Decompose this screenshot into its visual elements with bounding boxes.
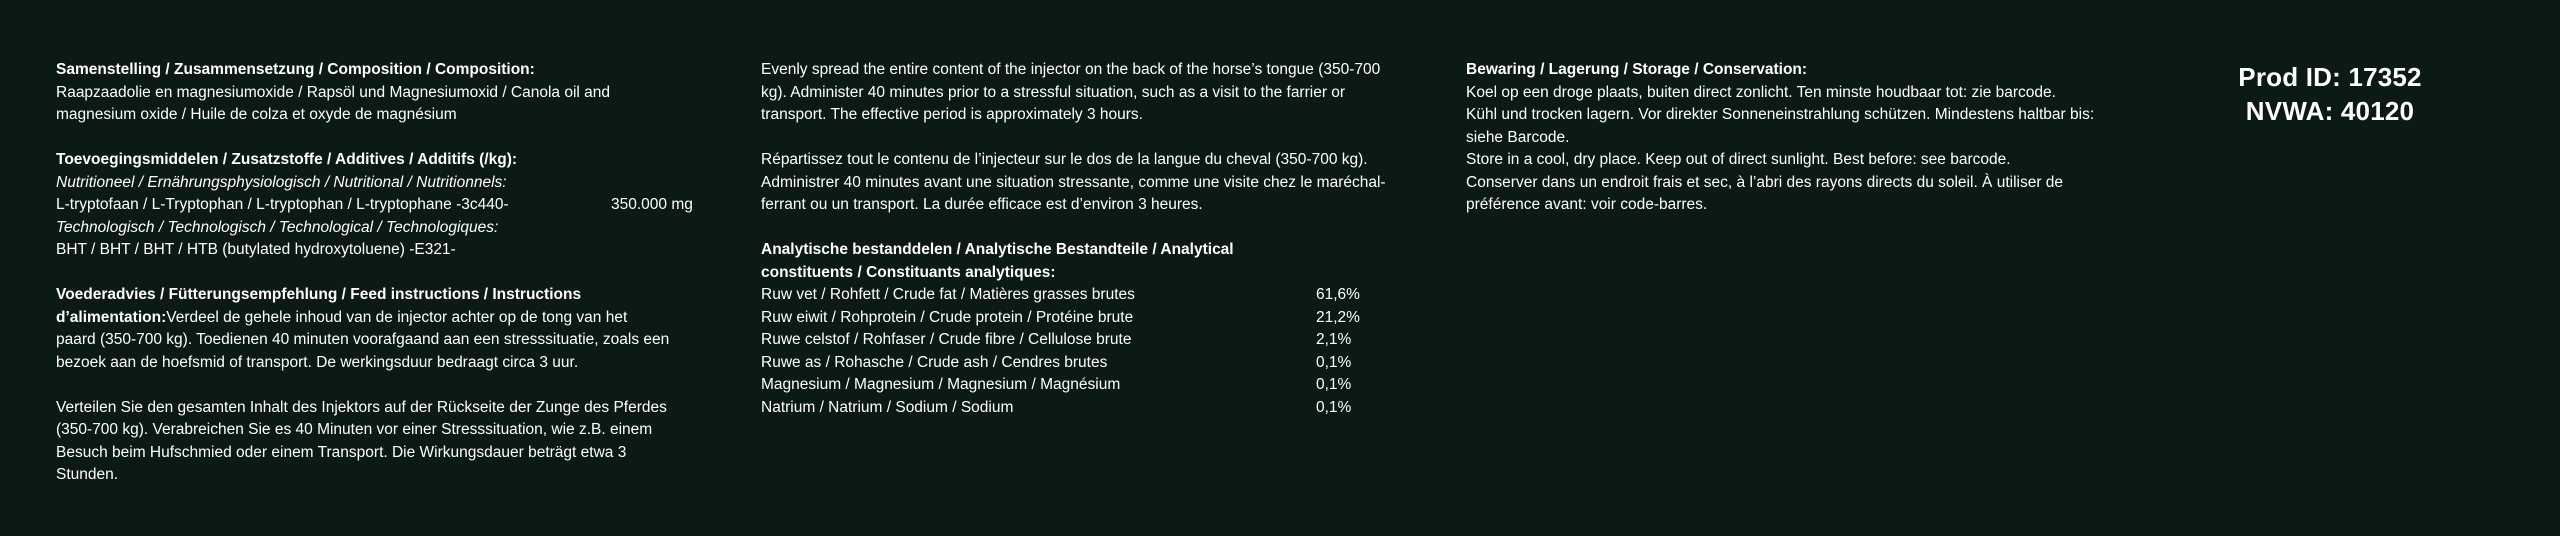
- feeding-de-line: Verteilen Sie den gesamten Inhalt des Injektors auf der Rückseite der Zunge des Pferdes: [56, 398, 667, 416]
- table-row: [761, 284, 1360, 307]
- storage-line: Store in a cool, dry place. Keep out of direct sunlight. Best before: see barcode.: [1466, 151, 2011, 168]
- tryptophan-row: [56, 194, 716, 217]
- constituent-value: 0,1%: [1316, 398, 1352, 416]
- feeding-nl-section: [56, 284, 716, 374]
- feeding-heading-continued: [56, 307, 716, 330]
- instructions-en-section: [761, 59, 1421, 127]
- table-row: [761, 329, 1360, 352]
- constituent-name: Magnesium / Magnesium / Magnesium / Magnésium: [761, 376, 1121, 393]
- additives-heading: Toevoegingsmiddelen / Zusatzstoffe / Additives / Additifs (/kg):: [56, 151, 518, 168]
- analytical-section: [761, 239, 1421, 419]
- feeding-de-line: (350-700 kg). Verabreichen Sie es 40 Minuten vor einer Stresssituation, wie z.B. einem: [56, 421, 653, 438]
- constituent-name: Natrium / Natrium / Sodium / Sodium: [761, 398, 1014, 416]
- instructions-fr-line: Répartissez tout le contenu de l’injecteur sur le dos de la langue du cheval (350-700 kg).: [761, 151, 1368, 168]
- feeding-de-line: Stunden.: [56, 466, 119, 483]
- analytical-heading: Analytische bestanddelen / Analytische Bestandteile / Analytical: [761, 241, 1234, 258]
- instructions-fr-line: Administrer 40 minutes avant une situation stressante, comme une visite chez le maréchal-: [761, 173, 1386, 191]
- table-row: [761, 352, 1360, 375]
- table-row: [761, 397, 1360, 420]
- composition-heading: Samenstelling / Zusammensetzung / Composition / Composition:: [56, 61, 535, 78]
- constituent-name: Ruwe as / Rohasche / Crude ash / Cendres brutes: [761, 353, 1108, 371]
- feeding-heading: Voederadvies / Fütterungsempfehlung / Feed instructions / Instructions: [56, 286, 582, 303]
- storage-line: Kühl und trocken lagern. Vor direkter Sonneneinstrahlung schützen. Mindestens haltbar bis:: [1466, 106, 2095, 123]
- feeding-heading-line2: d’alimentation:: [56, 308, 167, 326]
- instructions-fr-section: [761, 149, 1421, 217]
- feeding-nl-line: paard (350-700 kg). Toedienen 40 minuten voorafgaand aan een stresssituatie, zoals een: [56, 331, 670, 348]
- analytical-heading-line2: constituents / Constituants analytiques:: [761, 263, 1056, 281]
- feeding-nl-line: bezoek aan de hoefsmid of transport. De werkingsduur bedraagt circa 3 uur.: [56, 353, 579, 371]
- instructions-fr-line: ferrant ou un transport. La durée efficace est d’environ 3 heures.: [761, 196, 1203, 213]
- bht-line: BHT / BHT / BHT / HTB (butylated hydroxytoluene) -E321-: [56, 241, 456, 258]
- constituent-value: 2,1%: [1316, 331, 1352, 348]
- constituent-name: Ruwe celstof / Rohfaser / Crude fibre / Cellulose brute: [761, 331, 1132, 348]
- tryptophan-label: L-tryptofaan / L-Tryptophan / L-tryptophan / L-tryptophane -3c440-: [56, 196, 509, 213]
- storage-section: [1466, 59, 2126, 217]
- constituent-name: Ruw vet / Rohfett / Crude fat / Matières grasses brutes: [761, 286, 1135, 303]
- constituent-value: 0,1%: [1316, 376, 1352, 393]
- storage-line: siehe Barcode.: [1466, 128, 1570, 146]
- storage-line: préférence avant: voir code-barres.: [1466, 196, 1708, 213]
- additives-technological-label: Technologisch / Technologisch / Technological / Technologiques:: [56, 218, 499, 236]
- storage-line: Koel op een droge plaats, buiten direct zonlicht. Ten minste houdbaar tot: zie barcode.: [1466, 83, 2056, 101]
- additives-section: [56, 149, 716, 262]
- storage-line: Conserver dans un endroit frais et sec, à l’abri des rayons directs du soleil. À utiliser de: [1466, 173, 2064, 191]
- product-ids: [2150, 60, 2510, 128]
- composition-section: [56, 59, 716, 127]
- analytical-table: [761, 284, 1360, 419]
- composition-line: Raapzaadolie en magnesiumoxide / Rapsöl und Magnesiumoxid / Canola oil and: [56, 83, 611, 101]
- tryptophan-value: 350.000 mg: [611, 196, 693, 213]
- feeding-de-section: [56, 397, 716, 487]
- constituent-value: 21,2%: [1316, 308, 1360, 326]
- table-row: [761, 307, 1360, 330]
- constituent-value: 61,6%: [1316, 286, 1360, 303]
- composition-line: magnesium oxide / Huile de colza et oxyde de magnésium: [56, 106, 457, 123]
- instructions-en-line: kg). Administer 40 minutes prior to a stressful situation, such as a visit to the farrier or: [761, 83, 1346, 101]
- constituent-value: 0,1%: [1316, 353, 1352, 371]
- additives-nutritional-label: Nutritioneel / Ernährungsphysiologisch / Nutritional / Nutritionnels:: [56, 173, 507, 191]
- constituent-name: Ruw eiwit / Rohprotein / Crude protein / Protéine brute: [761, 308, 1134, 326]
- instructions-en-line: transport. The effective period is approximately 3 hours.: [761, 106, 1143, 123]
- instructions-en-line: Evenly spread the entire content of the injector on the back of the horse’s tongue (350-700: [761, 61, 1381, 78]
- middle-column: [761, 59, 1421, 442]
- nvwa-number: NVWA: 40120: [2245, 96, 2415, 126]
- feeding-de-line: Besuch beim Hufschmied oder einem Transport. Die Wirkungsdauer beträgt etwa 3: [56, 443, 627, 461]
- prod-id: Prod ID: 17352: [2238, 62, 2422, 92]
- right-column: [1466, 59, 2126, 239]
- left-column: [56, 59, 716, 509]
- feeding-nl-line: Verdeel de gehele inhoud van de injector achter op de tong van het: [166, 308, 628, 326]
- table-row: [761, 374, 1360, 397]
- storage-heading: Bewaring / Lagerung / Storage / Conservation:: [1466, 61, 1808, 78]
